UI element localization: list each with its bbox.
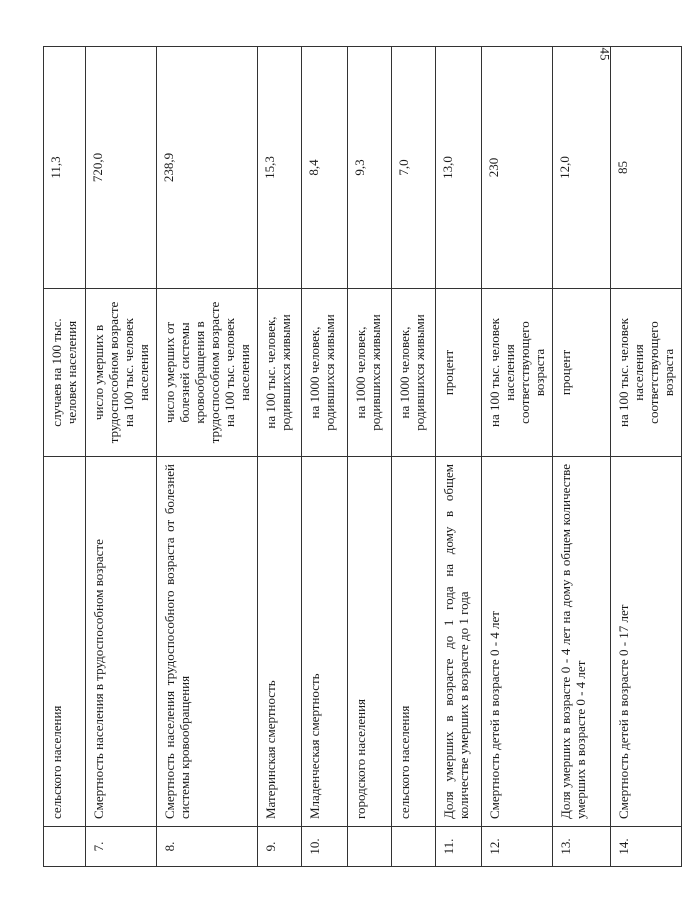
row-number	[348, 827, 392, 867]
row-number: 11.	[436, 827, 482, 867]
indicator-value: 12,0	[553, 47, 611, 289]
table-row	[611, 47, 682, 867]
indicator-value: 7,0	[392, 47, 436, 289]
row-number: 7.	[86, 827, 157, 867]
unit-of-measure: процент	[553, 289, 611, 457]
indicator-name: Материнская смертность	[258, 457, 302, 827]
table-row	[482, 47, 553, 867]
unit-of-measure: на 100 тыс. человек, родившихся живыми	[258, 289, 302, 457]
indicators-table	[43, 46, 682, 867]
indicator-name: сельского населения	[44, 457, 86, 827]
indicator-name: городского населения	[348, 457, 392, 827]
page-number: 45	[597, 47, 613, 61]
indicator-value: 13,0	[436, 47, 482, 289]
unit-of-measure: число умерших в трудоспособном возрасте на 100 тыс. человек населения	[86, 289, 157, 457]
unit-of-measure: на 100 тыс. человек населения соответствующего возраста	[611, 289, 682, 457]
indicator-name: Смертность детей в возрасте 0 - 17 лет	[611, 457, 682, 827]
indicator-name: Смертность детей в возрасте 0 - 4 лет	[482, 457, 553, 827]
unit-of-measure: на 1000 человек, родившихся живыми	[302, 289, 348, 457]
row-number: 14.	[611, 827, 682, 867]
table-body	[44, 47, 682, 867]
table-row	[157, 47, 258, 867]
unit-of-measure: число умерших от болезней системы кровообращения в трудоспособном возрасте на 100 тыс. человек населения	[157, 289, 258, 457]
row-number: 12.	[482, 827, 553, 867]
indicator-value: 85	[611, 47, 682, 289]
indicator-value: 720,0	[86, 47, 157, 289]
indicator-value: 9,3	[348, 47, 392, 289]
indicator-value: 230	[482, 47, 553, 289]
table-row	[553, 47, 611, 867]
row-number: 10.	[302, 827, 348, 867]
indicator-name: Смертность населения трудоспособного возраста от болезней системы кровообращения	[157, 457, 258, 827]
table-row	[436, 47, 482, 867]
table-row	[348, 47, 392, 867]
unit-of-measure: случаев на 100 тыс. человек населения	[44, 289, 86, 457]
table-row	[86, 47, 157, 867]
indicator-value: 11,3	[44, 47, 86, 289]
table-row	[44, 47, 86, 867]
indicator-name: Доля умерших в возрасте 0 - 4 лет на дому в общем количестве умерших в возрасте 0 - 4 лет	[553, 457, 611, 827]
indicator-name: сельского населения	[392, 457, 436, 827]
table-row	[392, 47, 436, 867]
row-number: 9.	[258, 827, 302, 867]
indicator-value: 8,4	[302, 47, 348, 289]
unit-of-measure: на 1000 человек, родившихся живыми	[392, 289, 436, 457]
indicator-name: Смертность населения в трудоспособном возрасте	[86, 457, 157, 827]
indicator-name: Младенческая смертность	[302, 457, 348, 827]
unit-of-measure: процент	[436, 289, 482, 457]
row-number: 8.	[157, 827, 258, 867]
row-number	[392, 827, 436, 867]
table-row	[258, 47, 302, 867]
indicator-name: Доля умерших в возрасте до 1 года на дому в общем количестве умерших в возрасте до 1 года	[436, 457, 482, 827]
table-row	[302, 47, 348, 867]
row-number: 13.	[553, 827, 611, 867]
unit-of-measure: на 1000 человек, родившихся живыми	[348, 289, 392, 457]
indicator-value: 15,3	[258, 47, 302, 289]
indicator-value: 238,9	[157, 47, 258, 289]
row-number	[44, 827, 86, 867]
unit-of-measure: на 100 тыс. человек населения соответствующего возраста	[482, 289, 553, 457]
